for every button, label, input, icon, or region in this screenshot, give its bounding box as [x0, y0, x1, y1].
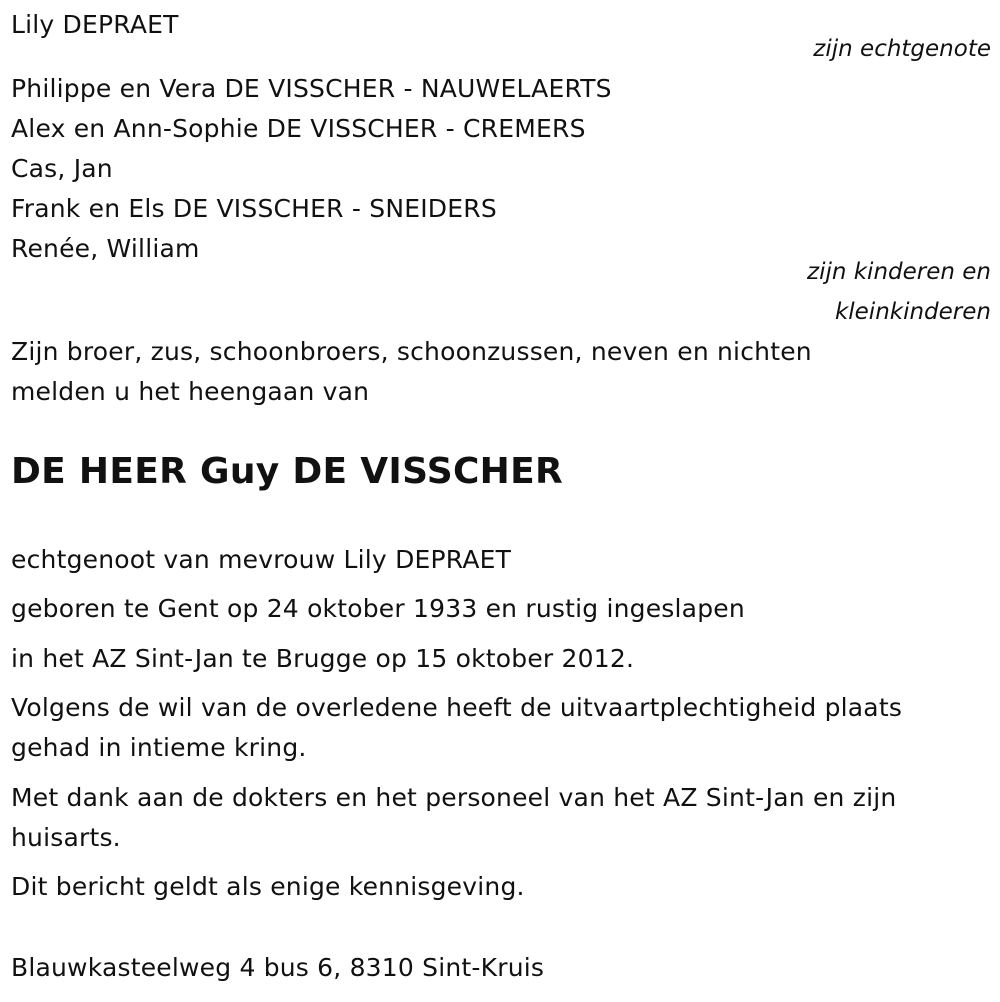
address: Blauwkasteelweg 4 bus 6, 8310 Sint-Kruis [11, 953, 545, 982]
child-line-3: Cas, Jan [11, 154, 113, 183]
detail-funeral-line-1: Volgens de wil van de overledene heeft de uitvaartplechtigheid plaats [11, 693, 903, 722]
spouse-role: zijn echtgenote [813, 36, 991, 62]
detail-thanks-line-2: huisarts. [11, 823, 121, 852]
family-line-1: Zijn broer, zus, schoonbroers, schoonzussen, neven en nichten [11, 337, 812, 366]
child-line-2: Alex en Ann-Sophie DE VISSCHER - CREMERS [11, 114, 586, 143]
child-line-5: Renée, William [11, 234, 200, 263]
detail-spouse-line: echtgenoot van mevrouw Lily DEPRAET [11, 545, 512, 574]
children-role-line-1: zijn kinderen en [807, 259, 991, 285]
children-role-line-2: kleinkinderen [834, 299, 991, 325]
detail-thanks-line-1: Met dank aan de dokters en het personeel van het AZ Sint-Jan en zijn [11, 783, 897, 812]
family-line-2: melden u het heengaan van [11, 377, 370, 406]
detail-funeral-line-2: gehad in intieme kring. [11, 733, 307, 762]
detail-death-line: in het AZ Sint-Jan te Brugge op 15 oktober 2012. [11, 644, 635, 673]
deceased-name: DE HEER Guy DE VISSCHER [11, 451, 564, 492]
child-line-4: Frank en Els DE VISSCHER - SNEIDERS [11, 194, 497, 223]
detail-notice-line: Dit bericht geldt als enige kennisgeving. [11, 872, 525, 901]
detail-birth-line: geboren te Gent op 24 oktober 1933 en rustig ingeslapen [11, 594, 745, 623]
child-line-1: Philippe en Vera DE VISSCHER - NAUWELAERTS [11, 74, 612, 103]
spouse-name: Lily DEPRAET [11, 10, 179, 39]
